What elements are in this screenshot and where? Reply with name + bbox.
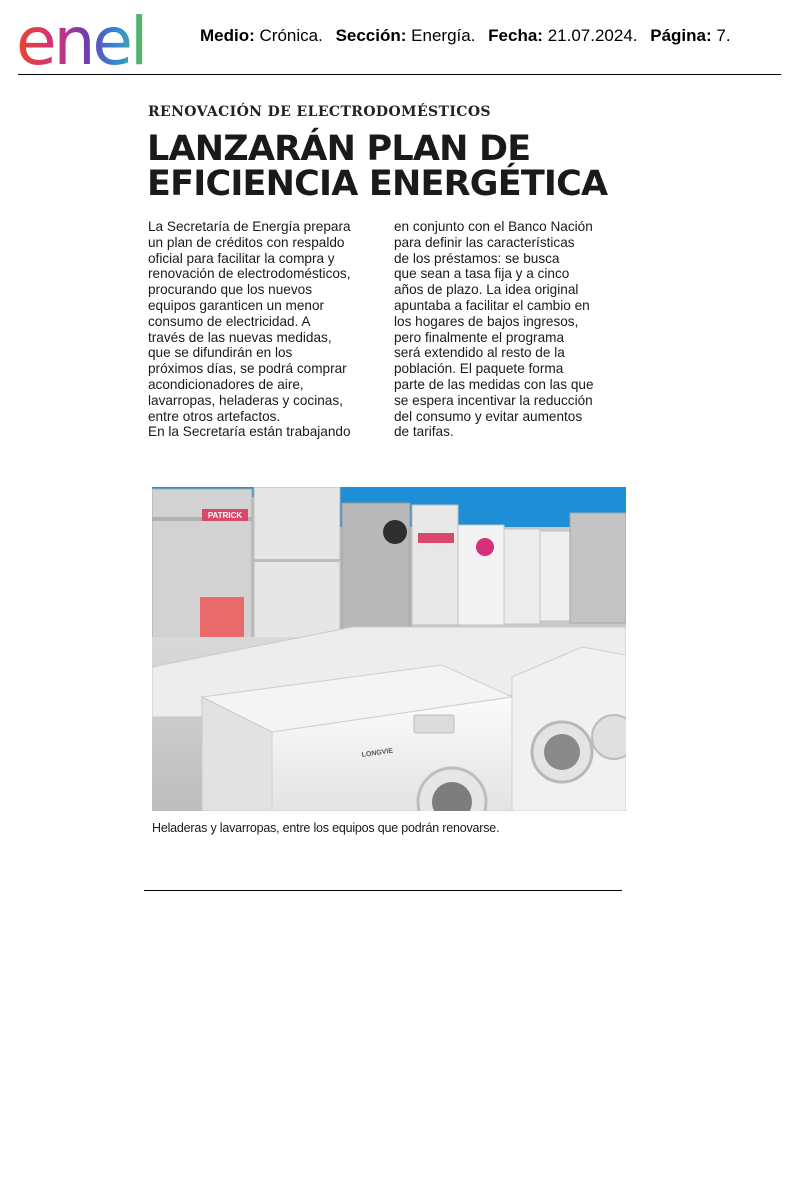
seccion-label: Sección: <box>335 26 407 45</box>
enel-logo <box>16 8 178 70</box>
svg-text:PATRICK: PATRICK <box>207 511 243 520</box>
medio-label: Medio: <box>200 26 255 45</box>
article-kicker: RENOVACIÓN DE ELECTRODOMÉSTICOS <box>148 104 491 120</box>
article-column-left: La Secretaría de Energía prepara un plan de créditos con respaldo oficial para facilitar la compra y renovación de electrodomésticos, procurando que los nuevos equipos garanticen un menor consumo de electricidad. A través de las nuevas medidas, que se difundirán en los próximos días, se podrá comprar acondicionadores de aire, lavarropas, heladeras y cocinas, entre otros artefactos. En la Secretaría están trabajando <box>148 219 351 440</box>
article-column-right: en conjunto con el Banco Nación para definir las características de los préstamos: se busca que sean a tasa fija y a cinco años de plazo. La idea original apuntaba a facilitar el cambio en los hogares de bajos ingresos, pero finalmente el programa será extendido al resto de la población. El paquete forma parte de las medidas con las que se espera incentivar la reducción del consumo y evitar aumentos de tarifas. <box>394 219 594 440</box>
photo-caption: Heladeras y lavarropas, entre los equipos que podrán renovarse. <box>152 821 500 835</box>
medio-value: Crónica. <box>259 26 323 45</box>
article-headline: LANZARÁN PLAN DE EFICIENCIA ENERGÉTICA <box>147 129 608 204</box>
clipping-metadata <box>200 26 731 46</box>
pagina-label: Página: <box>650 26 712 45</box>
seccion-value: Energía. <box>411 26 476 45</box>
pagina-value: 7. <box>716 26 731 45</box>
fecha-value: 21.07.2024. <box>547 26 638 45</box>
svg-text:enel: enel <box>16 8 146 70</box>
appliances-photo <box>152 487 626 811</box>
header-divider <box>18 74 781 75</box>
svg-text:LONGVIE: LONGVIE <box>361 747 394 759</box>
clipping-bottom-divider <box>144 890 622 891</box>
fecha-label: Fecha: <box>488 26 543 45</box>
clipping-header <box>0 0 800 80</box>
